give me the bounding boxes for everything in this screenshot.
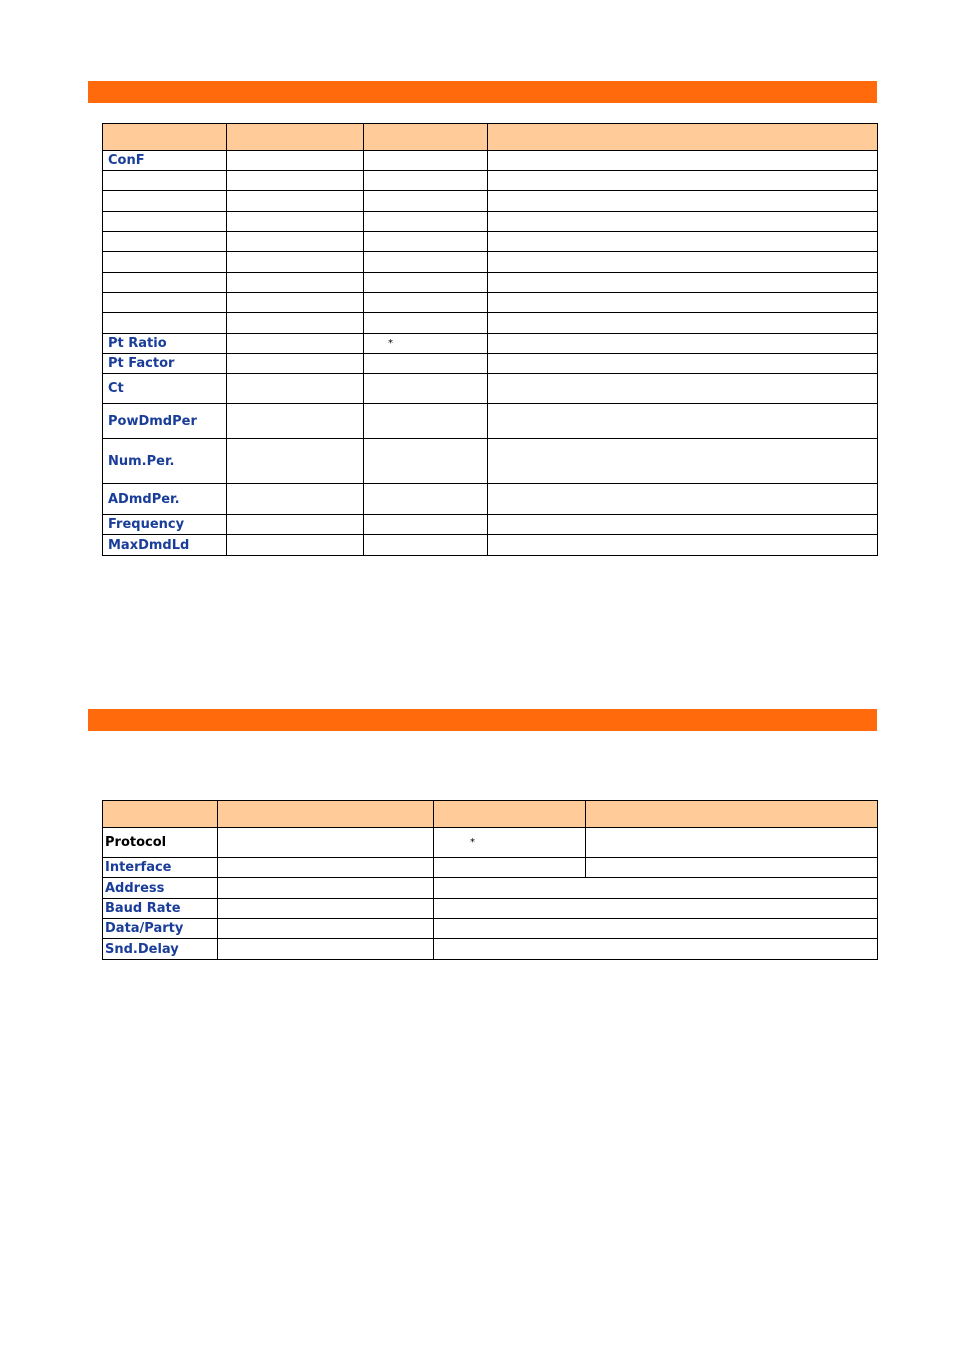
table-row xyxy=(103,171,878,191)
table-row xyxy=(103,939,878,960)
row-label: Address xyxy=(103,878,218,899)
table-row xyxy=(103,212,878,232)
row-label: PowDmdPer xyxy=(103,404,227,439)
table-header-row xyxy=(103,801,878,828)
row-label: Pt Ratio xyxy=(103,334,227,354)
table-row xyxy=(103,899,878,919)
asterisk-mark: * xyxy=(364,334,488,354)
table-row xyxy=(103,151,878,171)
table-row xyxy=(103,313,878,334)
table-row xyxy=(103,374,878,404)
row-label: Num.Per. xyxy=(103,439,227,484)
table-row xyxy=(103,919,878,939)
row-label: Ct xyxy=(103,374,227,404)
row-label: Baud Rate xyxy=(103,899,218,919)
row-label: Snd.Delay xyxy=(103,939,218,960)
row-label: Data/Party xyxy=(103,919,218,939)
communication-table xyxy=(102,800,878,960)
table-row xyxy=(103,535,878,556)
row-label: Interface xyxy=(103,858,218,878)
table-row xyxy=(103,293,878,313)
section-header-bar xyxy=(88,81,877,103)
table-row xyxy=(103,191,878,212)
table-row xyxy=(103,273,878,293)
section-header-bar xyxy=(88,709,877,731)
row-label: ADmdPer. xyxy=(103,484,227,515)
table-row xyxy=(103,484,878,515)
table-row xyxy=(103,858,878,878)
table-row xyxy=(103,232,878,252)
table-row xyxy=(103,354,878,374)
row-label: MaxDmdLd xyxy=(103,535,227,556)
row-label: Pt Factor xyxy=(103,354,227,374)
row-label: ConF xyxy=(103,151,227,171)
row-label: Protocol xyxy=(103,828,218,858)
row-label: Frequency xyxy=(103,515,227,535)
table-row xyxy=(103,439,878,484)
table-row xyxy=(103,404,878,439)
table-row xyxy=(103,878,878,899)
settings-table xyxy=(102,123,878,556)
asterisk-mark: * xyxy=(434,828,586,858)
table-row xyxy=(103,252,878,273)
table-row xyxy=(103,515,878,535)
table-row xyxy=(103,828,878,858)
table-header-row xyxy=(103,124,878,151)
table-row xyxy=(103,334,878,354)
